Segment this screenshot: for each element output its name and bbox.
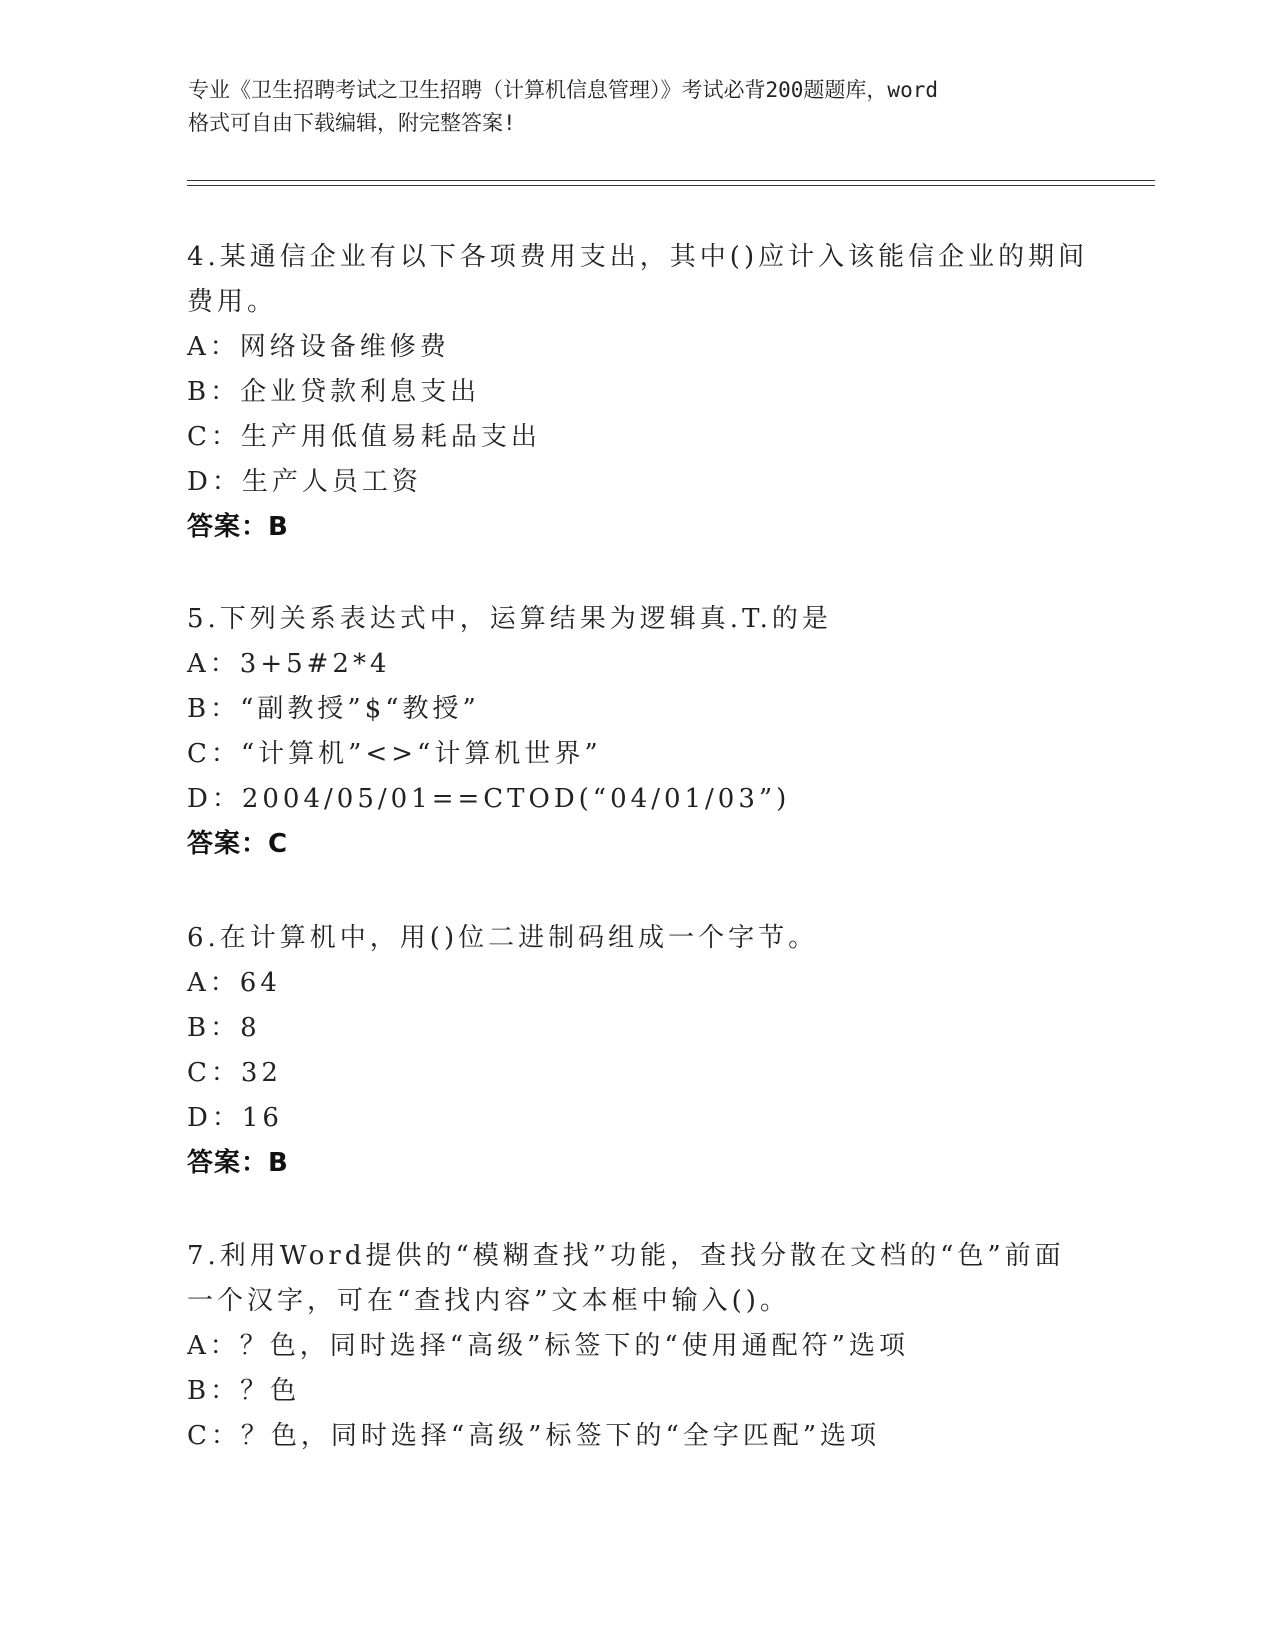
header-divider-bottom (187, 185, 1155, 186)
option-d: D：生产人员工资 (187, 467, 422, 497)
question-6 (187, 916, 1107, 1186)
document-header (188, 74, 1088, 140)
question-stem-line: 4.某通信企业有以下各项费用支出，其中()应计入该能信企业的期间 (187, 242, 1089, 272)
header-line-2: 格式可自由下载编辑，附完整答案! (188, 111, 516, 135)
question-stem-line: 一个汉字，可在“查找内容”文本框中输入()。 (187, 1286, 790, 1316)
option-c: C：生产用低值易耗品支出 (187, 422, 541, 452)
option-a: A：64 (187, 968, 281, 998)
header-divider-top (187, 180, 1155, 181)
option-a: A：3+5#2*4 (187, 649, 391, 679)
option-c: C：？色，同时选择“高级”标签下的“全字匹配”选项 (187, 1421, 881, 1451)
option-d: D：2004/05/01==CTOD(“04/01/03”) (187, 784, 791, 814)
option-c: C：“计算机”<>“计算机世界” (187, 739, 602, 769)
option-d: D：16 (187, 1103, 283, 1133)
question-5 (187, 597, 1107, 867)
question-4 (187, 235, 1107, 550)
option-b: B：8 (187, 1013, 261, 1043)
option-b: B：？色 (187, 1376, 301, 1406)
question-stem-line: 5.下列关系表达式中，运算结果为逻辑真.T.的是 (187, 604, 832, 634)
option-a: A：网络设备维修费 (187, 332, 450, 362)
option-a: A：？色，同时选择“高级”标签下的“使用通配符”选项 (187, 1331, 909, 1361)
option-c: C：32 (187, 1058, 282, 1088)
question-7 (187, 1234, 1107, 1459)
answer-label: 答案：B (187, 512, 289, 542)
answer-label: 答案：C (187, 829, 289, 859)
option-b: B：“副教授”$“教授” (187, 694, 480, 724)
question-stem-line: 费用。 (187, 287, 278, 317)
answer-label: 答案：B (187, 1148, 289, 1178)
header-line-1: 专业《卫生招聘考试之卫生招聘（计算机信息管理）》考试必背200题题库，word (188, 78, 938, 102)
question-stem-line: 7.利用Word提供的“模糊查找”功能，查找分散在文档的“色”前面 (187, 1241, 1065, 1271)
option-b: B：企业贷款利息支出 (187, 377, 481, 407)
question-stem-line: 6.在计算机中，用()位二进制码组成一个字节。 (187, 923, 819, 953)
